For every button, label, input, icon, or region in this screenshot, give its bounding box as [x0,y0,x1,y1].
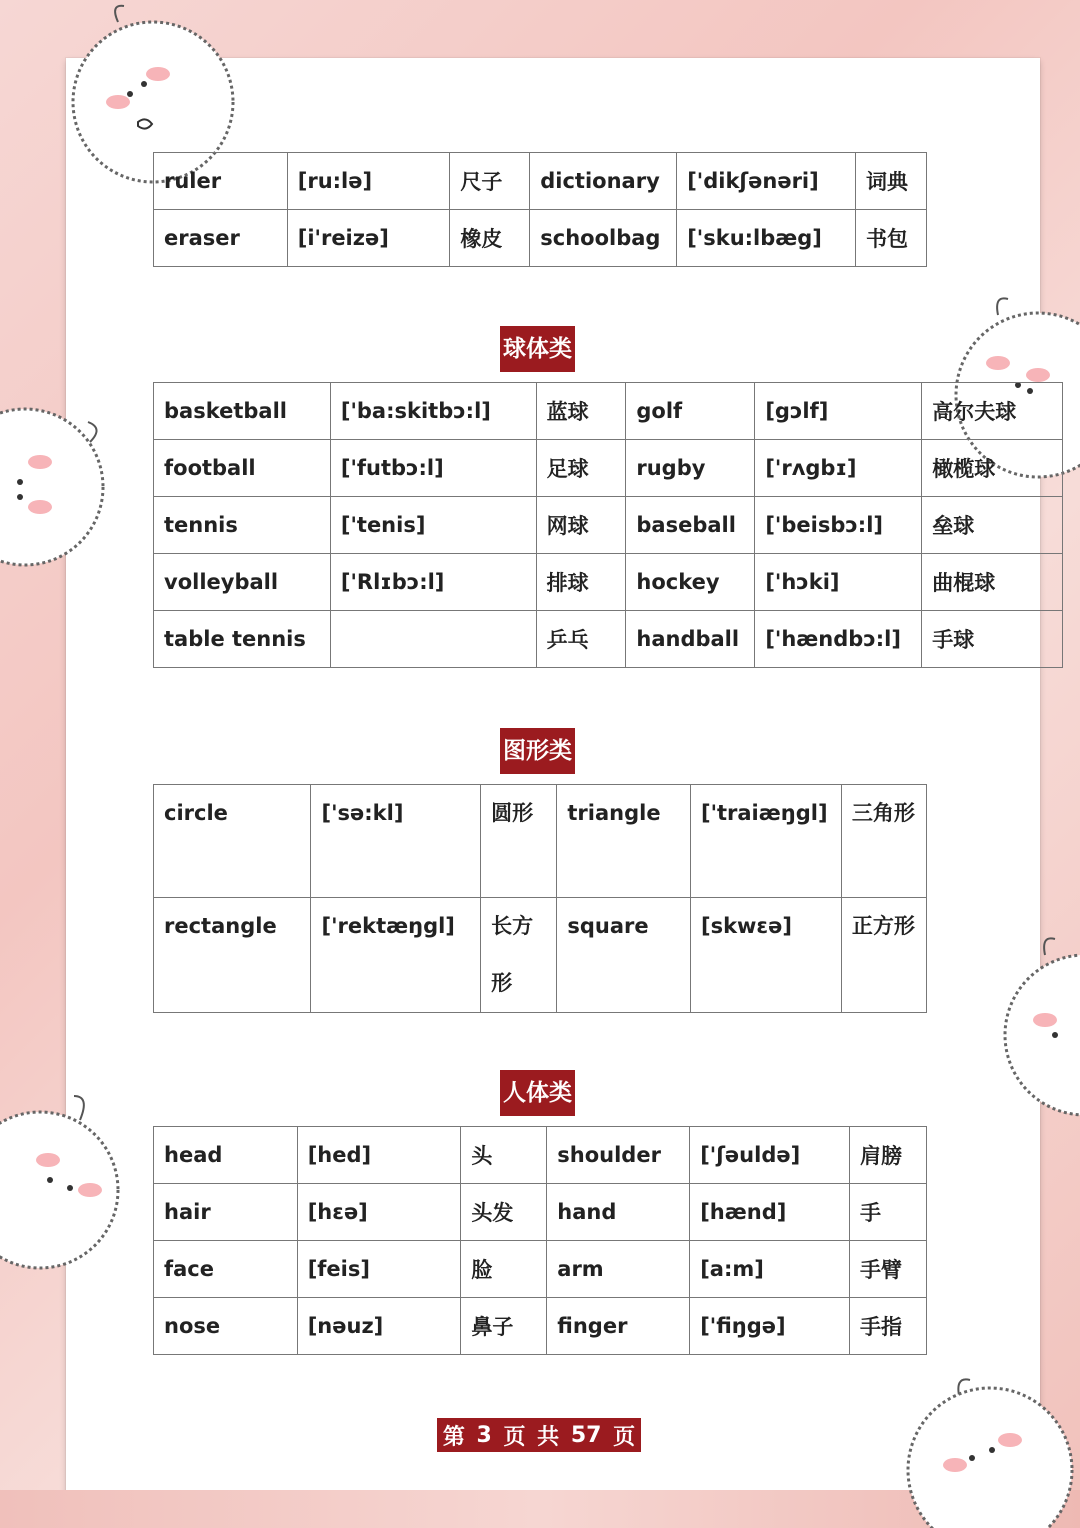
phonetic-cell: ['rʌgbɪ] [755,440,922,497]
word-cell: hair [154,1184,298,1241]
table-row [154,1241,927,1298]
phonetic-cell: [hed] [297,1127,461,1184]
word-cell: face [154,1241,298,1298]
phonetic-cell: ['fiŋgə] [690,1298,850,1355]
meaning-cell: 足球 [536,440,626,497]
meaning-cell: 高尔夫球 [922,383,1063,440]
table-row [154,554,1063,611]
word-cell: dictionary [530,153,677,210]
mascot-icon [0,392,120,582]
phonetic-cell: ['futbɔ:l] [330,440,536,497]
phonetic-cell: ['Rlɪbɔ:l] [330,554,536,611]
phonetic-cell: ['rektæŋgl] [311,898,481,1013]
page-word: 页 [613,1424,636,1450]
word-cell: handball [626,611,755,668]
word-cell: square [557,898,691,1013]
phonetic-cell: ['dikʃənəri] [677,153,856,210]
meaning-cell: 乒乓 [536,611,626,668]
meaning-cell: 手臂 [850,1241,927,1298]
meaning-cell: 正方形 [841,898,926,1013]
section-heading-body: 人体类 [500,1070,575,1116]
page-word: 页 [503,1424,526,1450]
section-heading-balls: 球体类 [500,326,575,372]
meaning-cell: 网球 [536,497,626,554]
meaning-cell: 长方形 [481,898,557,1013]
meaning-cell: 书包 [856,210,927,267]
phonetic-cell: ['ba:skitbɔ:l] [330,383,536,440]
meaning-cell: 尺子 [450,153,530,210]
word-cell: golf [626,383,755,440]
word-cell: hand [547,1184,690,1241]
table-row [154,1298,927,1355]
total-page-number: 57 [570,1422,602,1448]
word-cell: table tennis [154,611,331,668]
page-prefix: 第 [442,1424,465,1450]
phonetic-cell: [i'reizə] [287,210,450,267]
word-cell: rectangle [154,898,311,1013]
mascot-icon [995,925,1080,1125]
stationery-table [153,152,927,267]
word-cell: triangle [557,785,691,898]
section-heading-shapes: 图形类 [500,728,575,774]
meaning-cell: 曲棍球 [922,554,1063,611]
word-cell: head [154,1127,298,1184]
phonetic-cell: ['hɔki] [755,554,922,611]
word-cell: schoolbag [530,210,677,267]
balls-table [153,382,1063,668]
table-row [154,153,927,210]
phonetic-cell: [skwɛə] [690,898,841,1013]
word-cell: ruler [154,153,288,210]
phonetic-cell: [gɔlf] [755,383,922,440]
meaning-cell: 垒球 [922,497,1063,554]
meaning-cell: 橡皮 [450,210,530,267]
shapes-table [153,784,927,1013]
table-row [154,1127,927,1184]
phonetic-cell: [hɛə] [297,1184,461,1241]
meaning-cell: 三角形 [841,785,926,898]
table-row [154,383,1063,440]
word-cell: football [154,440,331,497]
table-row [154,611,1063,668]
word-cell: circle [154,785,311,898]
phonetic-cell: ['traiæŋgl] [690,785,841,898]
word-cell: eraser [154,210,288,267]
word-cell: hockey [626,554,755,611]
phonetic-cell: ['hændbɔ:l] [755,611,922,668]
current-page-number: 3 [476,1422,492,1448]
table-row [154,497,1063,554]
word-cell: tennis [154,497,331,554]
phonetic-cell: ['tenis] [330,497,536,554]
word-cell: arm [547,1241,690,1298]
phonetic-cell: [a:m] [690,1241,850,1298]
word-cell: baseball [626,497,755,554]
mascot-icon [0,1080,140,1270]
mascot-icon [900,1360,1080,1528]
total-word: 共 [537,1424,560,1450]
meaning-cell: 排球 [536,554,626,611]
meaning-cell: 手球 [922,611,1063,668]
meaning-cell: 手指 [850,1298,927,1355]
word-cell: shoulder [547,1127,690,1184]
phonetic-cell: [hænd] [690,1184,850,1241]
word-cell: nose [154,1298,298,1355]
meaning-cell: 头发 [461,1184,547,1241]
meaning-cell: 头 [461,1127,547,1184]
phonetic-cell: ['sə:kl] [311,785,481,898]
table-row [154,898,927,1013]
page-indicator [437,1418,641,1452]
meaning-cell: 词典 [856,153,927,210]
phonetic-cell [330,611,536,668]
table-row [154,785,927,898]
phonetic-cell: ['beisbɔ:l] [755,497,922,554]
body-table [153,1126,927,1355]
meaning-cell: 橄榄球 [922,440,1063,497]
phonetic-cell: [ru:lə] [287,153,450,210]
table-row [154,440,1063,497]
phonetic-cell: ['sku:lbæg] [677,210,856,267]
table-row [154,210,927,267]
meaning-cell: 手 [850,1184,927,1241]
phonetic-cell: [nəuz] [297,1298,461,1355]
phonetic-cell: [feis] [297,1241,461,1298]
meaning-cell: 圆形 [481,785,557,898]
word-cell: rugby [626,440,755,497]
meaning-cell: 脸 [461,1241,547,1298]
meaning-cell: 蓝球 [536,383,626,440]
word-cell: volleyball [154,554,331,611]
word-cell: finger [547,1298,690,1355]
meaning-cell: 鼻子 [461,1298,547,1355]
phonetic-cell: ['ʃəuldə] [690,1127,850,1184]
meaning-cell: 肩膀 [850,1127,927,1184]
table-row [154,1184,927,1241]
word-cell: basketball [154,383,331,440]
